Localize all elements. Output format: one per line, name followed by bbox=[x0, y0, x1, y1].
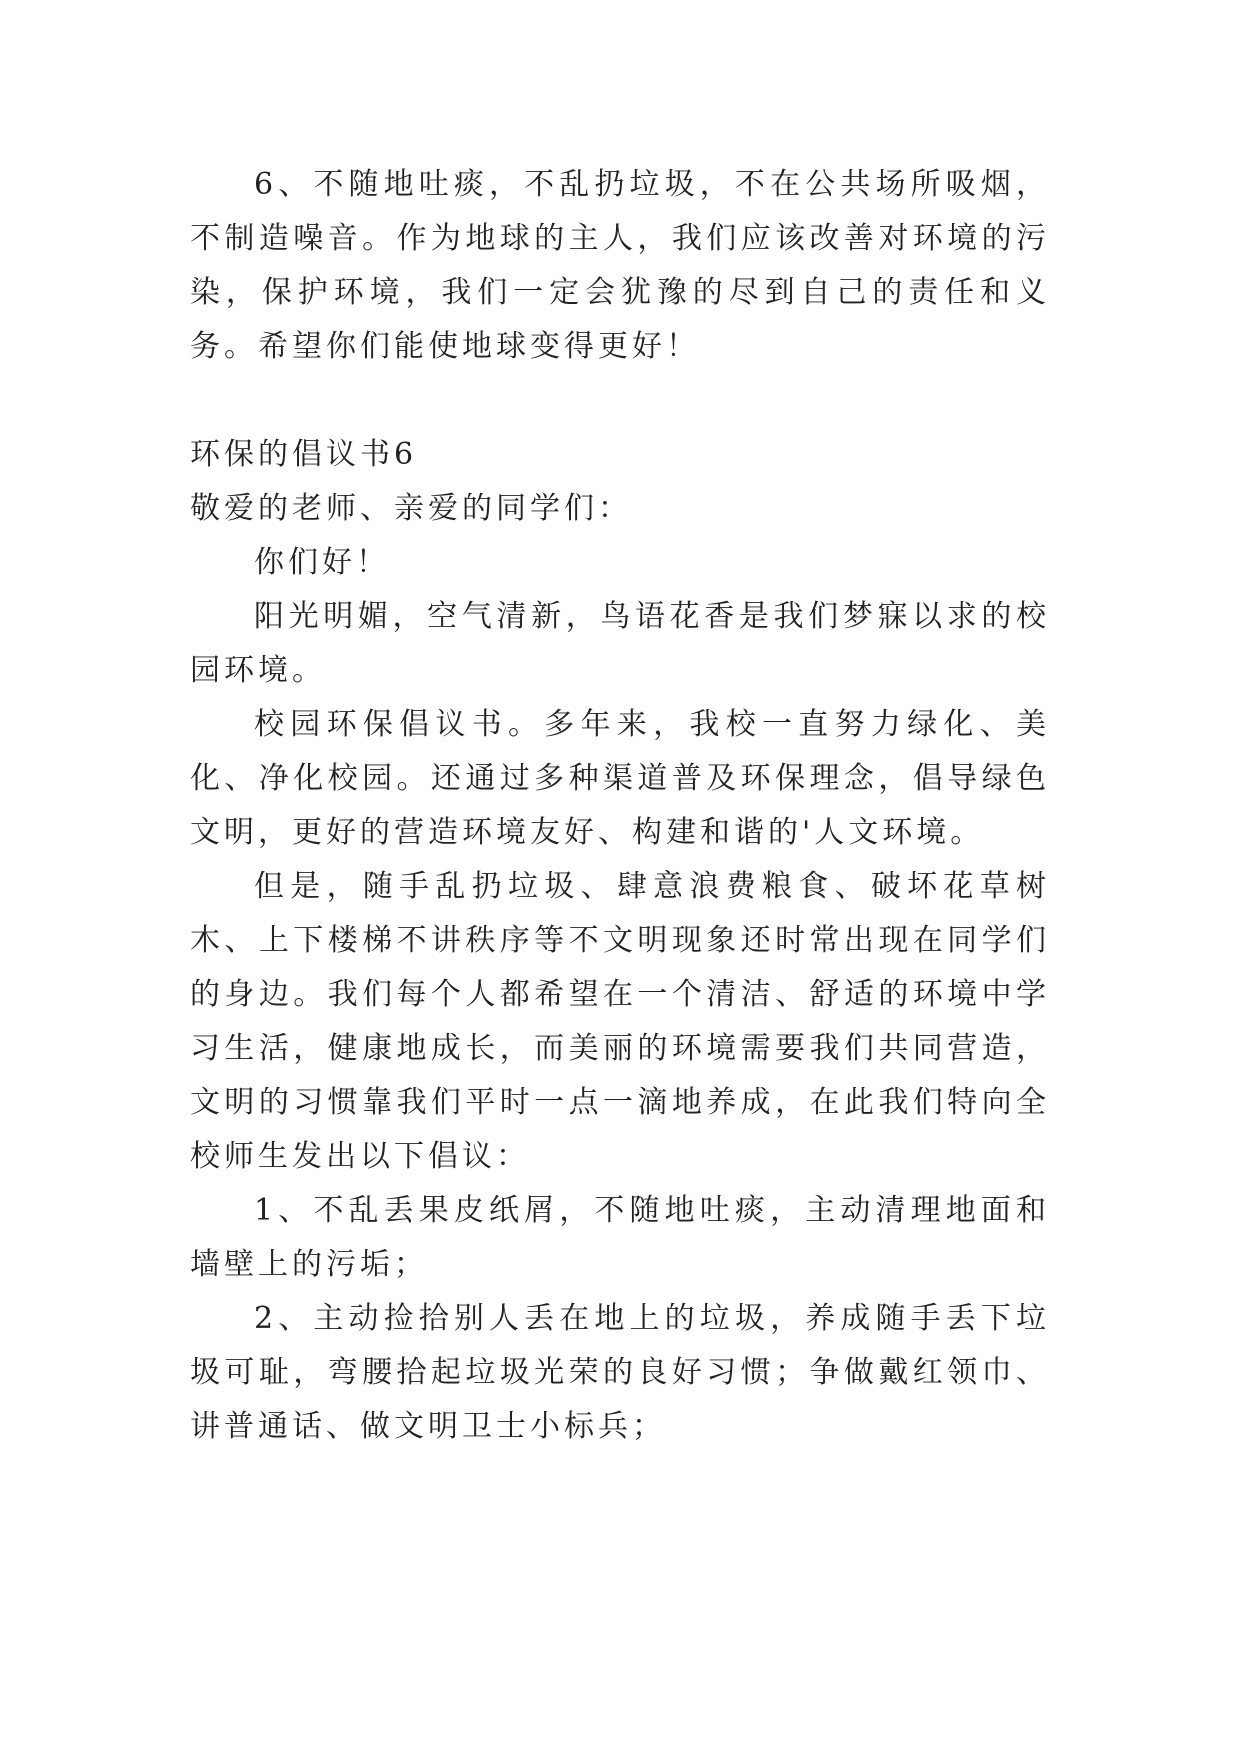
paragraph-intro: 阳光明媚，空气清新，鸟语花香是我们梦寐以求的校园环境。 bbox=[190, 599, 1050, 688]
document-body bbox=[190, 158, 1050, 1454]
paragraph-spacer bbox=[190, 374, 1050, 428]
paragraph-item-6: 6、不随地吐痰，不乱扔垃圾，不在公共场所吸烟，不制造噪音。作为地球的主人，我们应该改善对环境的污染，保护环境，我们一定会犹豫的尽到自己的责任和义务。希望你们能使地球变得更好！ bbox=[190, 167, 1050, 364]
paragraph-campus: 校园环保倡议书。多年来，我校一直努力绿化、美化、净化校园。还通过多种渠道普及环保理念，倡导绿色文明，更好的营造环境友好、构建和谐的'人文环境。 bbox=[190, 707, 1050, 850]
proposal-item-2: 2、主动捡拾别人丢在地上的垃圾，养成随手丢下垃圾可耻，弯腰拾起垃圾光荣的良好习惯；争做戴红领巾、讲普通话、做文明卫士小标兵； bbox=[190, 1301, 1050, 1444]
proposal-item-1: 1、不乱丢果皮纸屑，不随地吐痰，主动清理地面和墙壁上的污垢； bbox=[190, 1193, 1050, 1282]
paragraph-problem: 但是，随手乱扔垃圾、肆意浪费粮食、破坏花草树木、上下楼梯不讲秩序等不文明现象还时常出现在同学们的身边。我们每个人都希望在一个清洁、舒适的环境中学习生活，健康地成长，而美丽的环境需要我们共同营造，文明的习惯靠我们平时一点一滴地养成，在此我们特向全校师生发出以下倡议： bbox=[190, 869, 1050, 1174]
greeting: 你们好！ bbox=[254, 545, 390, 580]
salutation: 敬爱的老师、亲爱的同学们： bbox=[190, 491, 632, 526]
section-heading: 环保的倡议书6 bbox=[190, 437, 418, 472]
